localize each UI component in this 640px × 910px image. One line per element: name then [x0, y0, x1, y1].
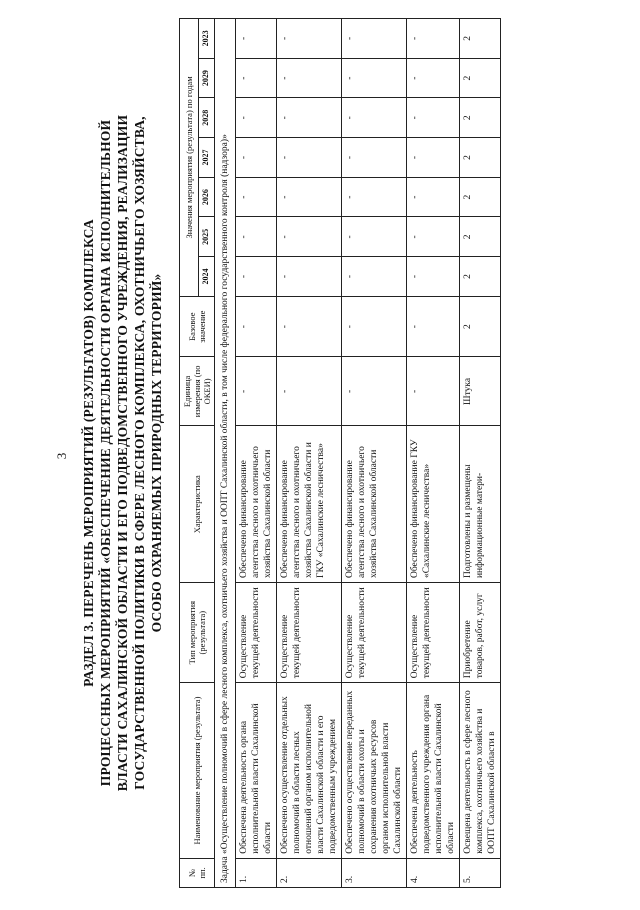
row-value: - [342, 19, 407, 59]
row-value: - [342, 177, 407, 217]
row-num: 5. [460, 858, 501, 887]
table-row [277, 19, 342, 888]
header-year: 2025 [198, 217, 214, 257]
measures-table [179, 18, 501, 888]
row-type: Осуществление текущей деятельности [407, 583, 460, 683]
page-number: 3 [54, 452, 69, 460]
row-value: 2 [460, 177, 501, 217]
row-base: - [236, 296, 277, 357]
row-value: - [407, 257, 460, 297]
row-name: Освещена деятельность в сфере лесного комплекса, охотничьего хозяйства и ООПТ Сахалинской области в [460, 683, 501, 858]
row-value: - [342, 138, 407, 178]
row-type: Осуществление текущей деятельности [277, 583, 342, 683]
row-name: Обеспечена деятельность органа исполнительной власти Сахалинской области [236, 683, 277, 858]
row-value: - [277, 58, 342, 98]
row-characteristic: Обеспечено финансирование агентства лесного и охотничьего хозяйства Сахалинской области [236, 426, 277, 583]
row-unit: - [407, 357, 460, 426]
header-year: 2026 [198, 177, 214, 217]
row-value: - [236, 217, 277, 257]
task-row: Задача «Осуществление полномочий в сфере лесного комплекса, охотничьего хозяйства и ООПТ Сахалинской области, в том числе федерального государственного контроля (надзора)» [215, 19, 236, 888]
row-value: - [342, 98, 407, 138]
row-value: 2 [460, 257, 501, 297]
row-value: - [236, 58, 277, 98]
row-characteristic: Обеспечено финансирование агентства лесного и охотничьего хозяйства Сахалинской области и ГКУ «Сахалинские лесничества» [277, 426, 342, 583]
title-line: РАЗДЕЛ 3. ПЕРЕЧЕНЬ МЕРОПРИЯТИЙ (РЕЗУЛЬТАТОВ) КОМПЛЕКСА [81, 219, 96, 687]
row-value: - [277, 138, 342, 178]
row-unit: - [277, 357, 342, 426]
row-base: 2 [460, 296, 501, 357]
section-title [80, 18, 165, 888]
header-unit: Единица измерения (по ОКЕИ) [180, 357, 215, 426]
row-name: Обеспечено осуществление переданных полномочий в области охоты и сохранения охотничьих ресурсов органом исполнительной власти Сахалинской области [342, 683, 407, 858]
header-year: 2027 [198, 138, 214, 178]
row-unit: - [342, 357, 407, 426]
row-unit: Штука [460, 357, 501, 426]
row-value: - [277, 217, 342, 257]
table-row [342, 19, 407, 888]
row-value: - [277, 98, 342, 138]
row-value: - [236, 19, 277, 59]
row-value: - [277, 19, 342, 59]
row-value: - [407, 177, 460, 217]
row-value: 2 [460, 98, 501, 138]
row-value: - [342, 257, 407, 297]
title-line: ВЛАСТИ САХАЛИНСКОЙ ОБЛАСТИ И ЕГО ПОДВЕДОМСТВЕННОГО УЧРЕЖДЕНИЯ, РЕАЛИЗАЦИИ [115, 114, 130, 792]
row-value: - [277, 257, 342, 297]
header-year: 2024 [198, 257, 214, 297]
row-type: Приобретение товаров, работ, услуг [460, 583, 501, 683]
row-name: Обеспечено осуществление отдельных полномочий в области лесных отношений органом исполнительной власти Сахалинской области и его подведомственным учреждением [277, 683, 342, 858]
table-row [460, 19, 501, 888]
row-value: - [407, 98, 460, 138]
row-value: - [277, 177, 342, 217]
row-characteristic: Обеспечено финансирование агентства лесного и охотничьего хозяйства Сахалинской области [342, 426, 407, 583]
header-num: № пп. [180, 858, 215, 887]
row-base: - [407, 296, 460, 357]
row-value: - [236, 138, 277, 178]
row-value: 2 [460, 58, 501, 98]
row-num: 3. [342, 858, 407, 887]
header-year: 2028 [198, 98, 214, 138]
header-values-group: Значения мероприятия (результата) по годам [180, 19, 199, 297]
row-num: 2. [277, 858, 342, 887]
title-line: ПРОЦЕССНЫХ МЕРОПРИЯТИЙ «ОБЕСПЕЧЕНИЕ ДЕЯТЕЛЬНОСТИ ОРГАНА ИСПОЛНИТЕЛЬНОЙ [98, 119, 113, 787]
row-value: - [236, 98, 277, 138]
table-row [236, 19, 277, 888]
row-characteristic: Подготовлены и размещены информационные матери- [460, 426, 501, 583]
row-base: - [342, 296, 407, 357]
row-characteristic: Обеспечено финансирование ГКУ «Сахалинские лесничества» [407, 426, 460, 583]
row-unit: - [236, 357, 277, 426]
row-value: - [407, 217, 460, 257]
row-value: - [342, 58, 407, 98]
row-value: - [407, 19, 460, 59]
header-name: Наименование мероприятия (результата) [180, 683, 215, 858]
row-value: 2 [460, 19, 501, 59]
row-value: 2 [460, 138, 501, 178]
rotated-page-content [80, 18, 620, 888]
row-num: 1. [236, 858, 277, 887]
title-line: ГОСУДАРСТВЕННОЙ ПОЛИТИКИ В СФЕРЕ ЛЕСНОГО КОМПЛЕКСА, ОХОТНИЧЬЕГО ХОЗЯЙСТВА, [132, 116, 147, 790]
title-line: ОСОБО ОХРАНЯЕМЫХ ПРИРОДНЫХ ТЕРРИТОРИЙ» [149, 273, 164, 633]
row-num: 4. [407, 858, 460, 887]
row-value: - [236, 177, 277, 217]
row-value: - [407, 58, 460, 98]
row-value: - [407, 138, 460, 178]
header-year: 2029 [198, 58, 214, 98]
header-base: Базовое значение [180, 296, 215, 357]
row-value: 2 [460, 217, 501, 257]
header-characteristic: Характеристика [180, 426, 215, 583]
table-row [407, 19, 460, 888]
header-year: 2023 [198, 19, 214, 59]
row-name: Обеспечена деятельность подведомственного учреждения органа исполнительной власти Сахалинской области [407, 683, 460, 858]
header-type: Тип мероприятия (результата) [180, 583, 215, 683]
row-value: - [342, 217, 407, 257]
row-type: Осуществление текущей деятельности [342, 583, 407, 683]
row-type: Осуществление текущей деятельности [236, 583, 277, 683]
row-value: - [236, 257, 277, 297]
row-base: - [277, 296, 342, 357]
